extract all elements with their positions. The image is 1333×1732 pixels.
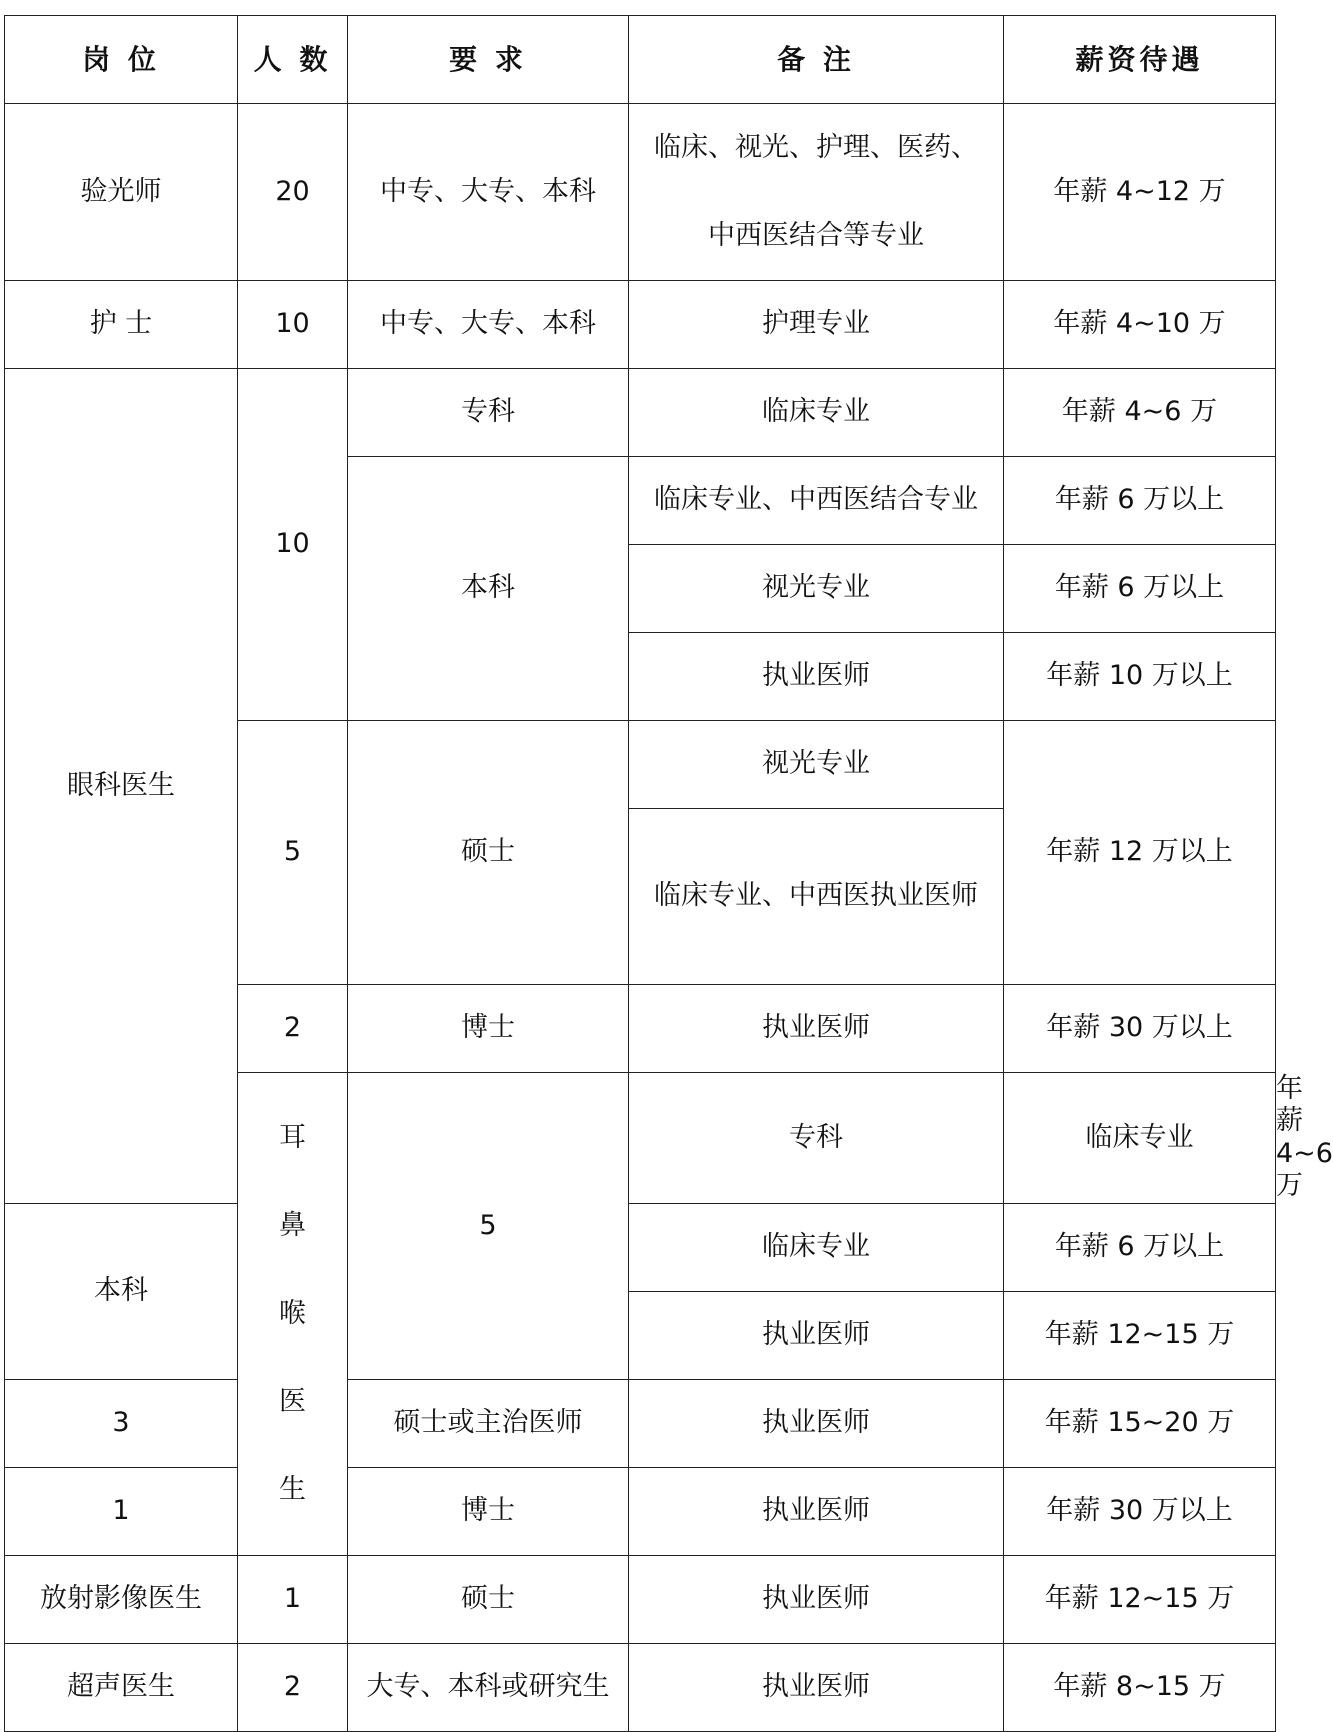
cell-salary: 年薪 30 万以上 <box>1004 1467 1276 1555</box>
cell-notes: 临床专业 <box>629 369 1004 457</box>
position-char: 喉 <box>279 1297 306 1329</box>
cell-count: 2 <box>238 985 348 1073</box>
cell-salary: 年薪 12~15 万 <box>1004 1555 1276 1643</box>
table-row <box>5 104 1276 281</box>
table-row <box>5 1379 1276 1467</box>
cell-count: 5 <box>238 721 348 985</box>
cell-notes: 临床专业 <box>629 1203 1004 1291</box>
cell-requirement: 中专、大专、本科 <box>348 104 629 281</box>
cell-salary: 年薪 8~15 万 <box>1004 1643 1276 1731</box>
table-row <box>5 281 1276 369</box>
cell-notes: 执业医师 <box>629 633 1004 721</box>
cell-notes: 临床专业 <box>1004 1073 1276 1204</box>
recruitment-table <box>4 15 1333 1732</box>
cell-notes: 执业医师 <box>629 1467 1004 1555</box>
header-requirement: 要 求 <box>348 16 629 104</box>
cell-salary: 年薪 6 万以上 <box>1004 457 1276 545</box>
table-row <box>5 369 1276 457</box>
cell-salary: 年薪 6 万以上 <box>1004 1203 1276 1291</box>
cell-count: 10 <box>238 369 348 721</box>
cell-count: 1 <box>5 1467 238 1555</box>
cell-count: 10 <box>238 281 348 369</box>
cell-requirement: 本科 <box>348 457 629 721</box>
cell-position: 护 士 <box>5 281 238 369</box>
cell-count: 20 <box>238 104 348 281</box>
notes-line: 临床、视光、护理、医药、 <box>654 132 978 163</box>
cell-requirement: 博士 <box>348 1467 629 1555</box>
cell-salary: 年薪 6 万以上 <box>1004 545 1276 633</box>
cell-notes: 视光专业 <box>629 721 1004 809</box>
cell-requirement: 大专、本科或研究生 <box>348 1643 629 1731</box>
cell-count: 2 <box>238 1643 348 1731</box>
cell-position: 超声医生 <box>5 1643 238 1731</box>
cell-position: 眼科医生 <box>5 369 238 1204</box>
position-char: 医 <box>279 1385 306 1417</box>
cell-notes: 临床专业、中西医执业医师 <box>629 809 1004 985</box>
cell-salary: 年薪 15~20 万 <box>1004 1379 1276 1467</box>
cell-requirement: 中专、大专、本科 <box>348 281 629 369</box>
cell-notes: 执业医师 <box>629 985 1004 1073</box>
cell-salary: 年薪 4~12 万 <box>1004 104 1276 281</box>
table-row <box>5 1555 1276 1643</box>
cell-notes <box>629 104 1004 281</box>
cell-requirement: 本科 <box>5 1203 238 1379</box>
cell-notes: 执业医师 <box>629 1643 1004 1731</box>
header-notes: 备 注 <box>629 16 1004 104</box>
cell-salary: 年薪 4~10 万 <box>1004 281 1276 369</box>
header-row <box>5 16 1276 104</box>
cell-count: 1 <box>238 1555 348 1643</box>
table-row: 耳 鼻 喉 医 生 5 专科 临床专业 年薪 4~6 万 <box>5 1073 1276 1204</box>
cell-requirement: 硕士 <box>348 721 629 985</box>
position-char: 生 <box>279 1473 306 1505</box>
cell-position: 验光师 <box>5 104 238 281</box>
cell-notes: 执业医师 <box>629 1555 1004 1643</box>
cell-notes: 执业医师 <box>629 1291 1004 1379</box>
cell-count: 5 <box>348 1073 629 1380</box>
position-char: 鼻 <box>279 1209 306 1241</box>
cell-requirement: 硕士或主治医师 <box>348 1379 629 1467</box>
notes-line: 中西医结合等专业 <box>708 220 924 251</box>
cell-salary: 年薪 12~15 万 <box>1004 1291 1276 1379</box>
table-row <box>5 1203 1276 1291</box>
cell-notes: 护理专业 <box>629 281 1004 369</box>
header-position: 岗 位 <box>5 16 238 104</box>
cell-notes: 视光专业 <box>629 545 1004 633</box>
cell-salary: 年薪 30 万以上 <box>1004 985 1276 1073</box>
header-salary: 薪资待遇 <box>1004 16 1276 104</box>
cell-requirement: 硕士 <box>348 1555 629 1643</box>
cell-requirement: 博士 <box>348 985 629 1073</box>
header-count: 人 数 <box>238 16 348 104</box>
recruitment-document <box>4 15 1333 1732</box>
cell-salary: 年薪 10 万以上 <box>1004 633 1276 721</box>
cell-salary: 年薪 12 万以上 <box>1004 721 1276 985</box>
cell-notes: 临床专业、中西医结合专业 <box>629 457 1004 545</box>
position-char: 耳 <box>279 1121 306 1153</box>
cell-count: 3 <box>5 1379 238 1467</box>
cell-position: 放射影像医生 <box>5 1555 238 1643</box>
cell-notes: 执业医师 <box>629 1379 1004 1467</box>
cell-salary: 年薪 4~6 万 <box>1004 369 1276 457</box>
table-row <box>5 1643 1276 1731</box>
cell-requirement: 专科 <box>348 369 629 457</box>
cell-requirement: 专科 <box>629 1073 1004 1204</box>
table-row <box>5 1467 1276 1555</box>
cell-position <box>238 1073 348 1556</box>
